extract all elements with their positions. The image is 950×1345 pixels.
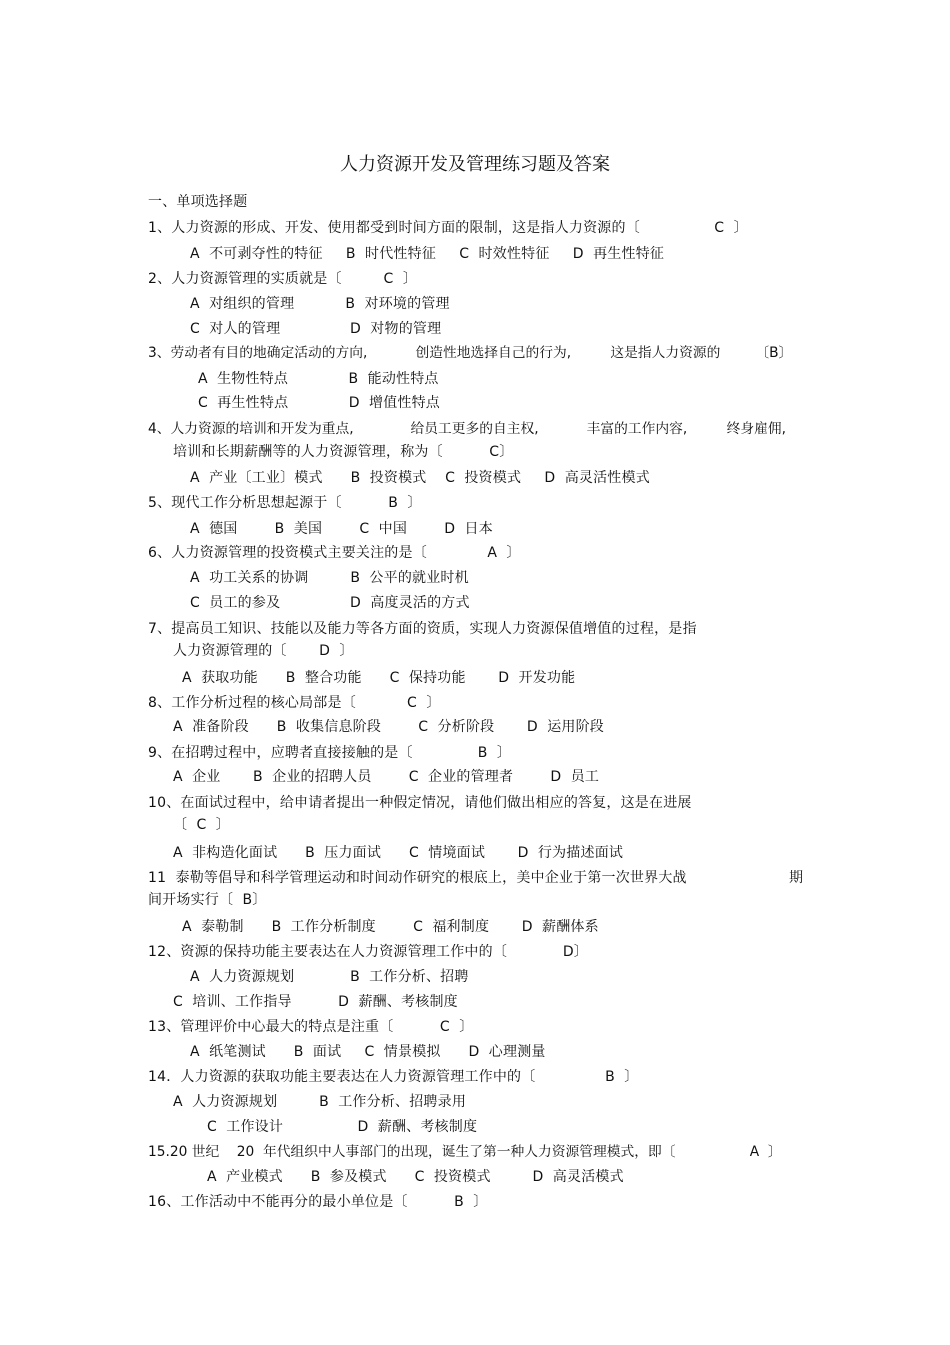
- options-13: A 纸笔测试 B 面试 C 情景模拟 D 心理测量: [190, 1044, 546, 1060]
- question-15: 15.20 世纪 20 年代组织中人事部门的出现，诞生了第一种人力资源管理模式，即〔 A 〕: [148, 1144, 782, 1160]
- options-9: A 企业 B 企业的招聘人员 C 企业的管理者 D 员工: [173, 769, 600, 785]
- options-14a: A 人力资源规划 B 工作分析、招聘录用: [173, 1094, 467, 1110]
- options-1: A 不可剥夺性的特征 B 时代性特征 C 时效性特征 D 再生性特征: [190, 246, 665, 262]
- options-2b: C 对人的管理 D 对物的管理: [190, 321, 442, 337]
- options-5: A 德国 B 美国 C 中国 D 日本: [190, 521, 493, 537]
- options-6b: C 员工的参及 D 高度灵活的方式: [190, 595, 470, 611]
- question-9: 9、在招聘过程中，应聘者直接接触的是〔 B 〕: [148, 745, 512, 761]
- options-15: A 产业模式 B 参及模式 C 投资模式 D 高灵活模式: [207, 1169, 624, 1185]
- question-6: 6、人力资源管理的投资模式主要关注的是〔 A 〕: [148, 545, 521, 561]
- question-10-cont: 〔 C 〕: [173, 817, 230, 833]
- options-11: A 泰勒制 B 工作分析制度 C 福利制度 D 薪酬体系: [182, 919, 599, 935]
- options-2a: A 对组织的管理 B 对环境的管理: [190, 296, 450, 312]
- question-11: 11 泰勒等倡导和科学管理运动和时间动作研究的根底上，美中企业于第一次世界大战 期: [148, 870, 804, 886]
- options-4: A 产业〔工业〕模式 B 投资模式 C 投资模式 D 高灵活性模式: [190, 470, 650, 486]
- document-title: 人力资源开发及管理练习题及答案: [340, 154, 610, 175]
- question-7-cont: 人力资源管理的〔 D 〕: [173, 643, 354, 659]
- question-13: 13、管理评价中心最大的特点是注重〔 C 〕: [148, 1019, 474, 1035]
- options-10: A 非构造化面试 B 压力面试 C 情境面试 D 行为描述面试: [173, 845, 624, 861]
- question-4: 4、人力资源的培训和开发为重点, 给员工更多的自主权, 丰富的工作内容, 终身雇佣,: [148, 421, 786, 437]
- question-3: 3、劳动者有目的地确定活动的方向, 创造性地选择自己的行为, 这是指人力资源的 〔B〕: [148, 345, 793, 361]
- question-10: 10、在面试过程中，给申请者提出一种假定情况，请他们做出相应的答复，这是在进展: [148, 795, 692, 811]
- question-8: 8、工作分析过程的核心局部是〔 C 〕: [148, 695, 441, 711]
- options-7: A 获取功能 B 整合功能 C 保持功能 D 开发功能: [182, 670, 576, 686]
- options-8: A 准备阶段 B 收集信息阶段 C 分析阶段 D 运用阶段: [173, 719, 604, 735]
- options-6a: A 功工关系的协调 B 公平的就业时机: [190, 570, 469, 586]
- question-1: 1、人力资源的形成、开发、使用都受到时间方面的限制，这是指人力资源的〔 C 〕: [148, 220, 748, 236]
- question-4-cont: 培训和长期薪酬等的人力资源管理，称为〔 C〕: [173, 444, 514, 460]
- question-16: 16、工作活动中不能再分的最小单位是〔 B 〕: [148, 1194, 488, 1210]
- options-3a: A 生物性特点 B 能动性特点: [198, 371, 439, 387]
- options-12a: A 人力资源规划 B 工作分析、招聘: [190, 969, 469, 985]
- options-14b: C 工作设计 D 薪酬、考核制度: [207, 1119, 478, 1135]
- question-14: 14．人力资源的获取功能主要表达在人力资源管理工作中的〔 B 〕: [148, 1069, 639, 1085]
- question-7: 7、提高员工知识、技能以及能力等各方面的资质，实现人力资源保值增值的过程，是指: [148, 621, 697, 637]
- question-2: 2、人力资源管理的实质就是〔 C 〕: [148, 271, 418, 287]
- question-12: 12、资源的保持功能主要表达在人力资源管理工作中的〔 D〕: [148, 944, 588, 960]
- question-11-cont: 间开场实行〔 B〕: [148, 892, 267, 908]
- section-heading: 一、单项选择题: [148, 194, 248, 210]
- question-5: 5、现代工作分析思想起源于〔 B 〕: [148, 495, 422, 511]
- options-3b: C 再生性特点 D 增值性特点: [198, 395, 441, 411]
- options-12b: C 培训、工作指导 D 薪酬、考核制度: [173, 994, 458, 1010]
